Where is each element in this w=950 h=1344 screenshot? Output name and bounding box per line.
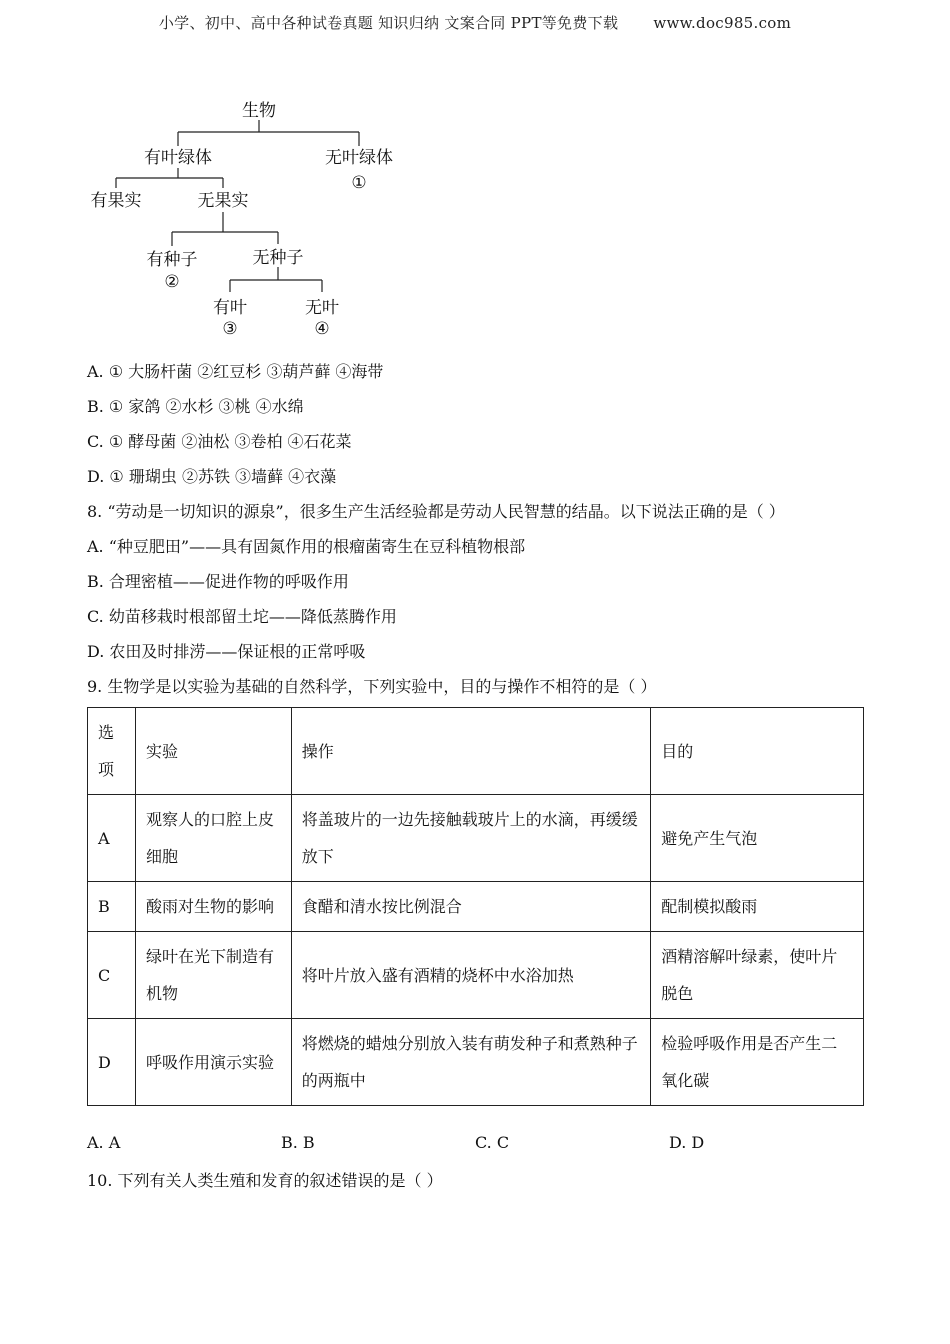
q7-option-d: D. ① 珊瑚虫 ②苏铁 ③墙藓 ④衣藻 [87, 467, 337, 486]
q9-table [87, 707, 864, 1106]
q7-option-b: B. ① 家鸽 ②水杉 ③桃 ④水绵 [87, 397, 304, 416]
cell-operation: 将叶片放入盛有酒精的烧杯中水浴加热 [291, 932, 650, 1019]
table-row [88, 795, 864, 882]
cell-operation: 将燃烧的蜡烛分别放入装有萌发种子和煮熟种子的两瓶中 [291, 1019, 650, 1106]
cell-purpose: 检验呼吸作用是否产生二氧化碳 [651, 1019, 864, 1106]
q8-option-c: C. 幼苗移栽时根部留土坨——降低蒸腾作用 [87, 607, 397, 626]
cell-option: B [88, 882, 136, 932]
table-row [88, 932, 864, 1019]
tree-l3-left: 有种子 [146, 250, 198, 270]
q8-option-d: D. 农田及时排涝——保证根的正常呼吸 [87, 642, 366, 661]
header-experiment: 实验 [135, 708, 291, 795]
cell-experiment: 绿叶在光下制造有机物 [135, 932, 291, 1019]
tree-l4-left: 有叶 [213, 298, 247, 318]
cell-experiment: 观察人的口腔上皮细胞 [135, 795, 291, 882]
tree-diagram [80, 90, 420, 350]
cell-purpose: 配制模拟酸雨 [651, 882, 864, 932]
tree-l2-left: 有果实 [90, 191, 142, 211]
header-text: 小学、初中、高中各种试卷真题 知识归纳 文案合同 PPT等免费下载 [158, 14, 619, 32]
tree-l1-right: 无叶绿体 [325, 148, 393, 168]
q9-option-c: C. C [475, 1133, 510, 1152]
classification-tree [80, 90, 420, 350]
cell-experiment: 酸雨对生物的影响 [135, 882, 291, 932]
q8-option-b: B. 合理密植——促进作物的呼吸作用 [87, 572, 349, 591]
tree-l3-right: 无种子 [252, 248, 304, 268]
q9-stem: 9. 生物学是以实验为基础的自然科学，下列实验中，目的与操作不相符的是（ ） [87, 677, 657, 696]
tree-l4-right: 无叶 [305, 298, 339, 318]
header-url[interactable]: www.doc985.com [653, 14, 792, 32]
tree-mark-4: ④ [314, 319, 330, 339]
cell-purpose: 酒精溶解叶绿素，使叶片脱色 [651, 932, 864, 1019]
cell-option: D [88, 1019, 136, 1106]
q8-option-a: A. “种豆肥田”——具有固氮作用的根瘤菌寄生在豆科植物根部 [87, 537, 526, 556]
q10-stem: 10. 下列有关人类生殖和发育的叙述错误的是（ ） [87, 1171, 443, 1190]
tree-l1-left: 有叶绿体 [144, 148, 212, 168]
cell-experiment: 呼吸作用演示实验 [135, 1019, 291, 1106]
cell-operation: 食醋和清水按比例混合 [291, 882, 650, 932]
cell-option: A [88, 795, 136, 882]
q7-option-c: C. ① 酵母菌 ②油松 ③卷柏 ④石花菜 [87, 432, 352, 451]
q8-stem: 8. “劳动是一切知识的源泉”，很多生产生活经验都是劳动人民智慧的结晶。以下说法正确的是（ ） [87, 502, 785, 521]
table-header-row [88, 708, 864, 795]
tree-mark-2: ② [164, 272, 180, 292]
cell-operation: 将盖玻片的一边先接触载玻片上的水滴，再缓缓放下 [291, 795, 650, 882]
table-row [88, 882, 864, 932]
page-header [0, 12, 950, 33]
header-operation: 操作 [291, 708, 650, 795]
tree-root: 生物 [242, 101, 276, 121]
q9-option-b: B. B [281, 1133, 315, 1152]
cell-purpose: 避免产生气泡 [651, 795, 864, 882]
q7-option-a: A. ① 大肠杆菌 ②红豆杉 ③葫芦藓 ④海带 [87, 362, 384, 381]
q9-option-a: A. A [87, 1133, 121, 1152]
tree-l2-right: 无果实 [197, 191, 249, 211]
table-row [88, 1019, 864, 1106]
header-purpose: 目的 [651, 708, 864, 795]
q9-option-d: D. D [669, 1133, 705, 1152]
tree-mark-1: ① [351, 173, 367, 193]
header-option: 选项 [88, 708, 136, 795]
cell-option: C [88, 932, 136, 1019]
tree-mark-3: ③ [222, 319, 238, 339]
